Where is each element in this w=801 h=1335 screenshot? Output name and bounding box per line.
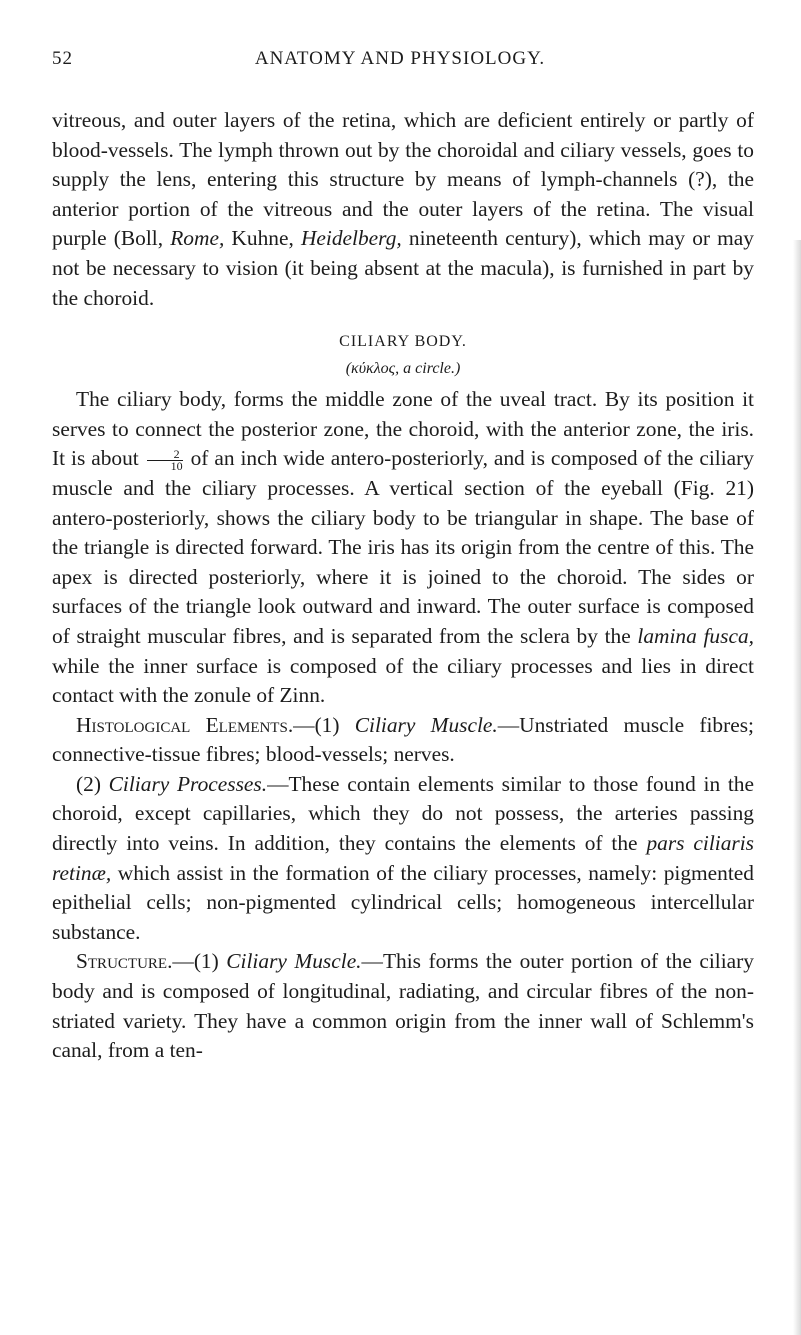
page-number: 52 xyxy=(52,48,73,69)
page-edge-shadow xyxy=(793,240,801,1335)
paragraph-retina-continuation: vitreous, and outer layers of the retina, which are deficient entirely or partly of blood-vessels. The lymph thrown out by the choroidal and ciliary vessels, goes to supply the lens, entering this structure by means of lymph-channels (?), the anterior portion of the vitreous and the outer layers of the retina. The visual purple (Boll, Rome, Kuhne, Heidelberg, nineteenth century), which may or may not be necessary to vision (it being absent at the macula), is furnished in part by the choroid. xyxy=(52,108,754,310)
running-title: ANATOMY AND PHYSIOLOGY. xyxy=(254,48,546,69)
paragraph-histological-elements: Histological Elements.—(1) Ciliary Muscle.—Unstriated muscle fibres; connective-tissue fibres; blood-vessels; nerves. xyxy=(52,712,754,767)
fraction: $\frac{2}{10}$ xyxy=(147,449,183,472)
paragraph-structure: Structure.—(1) Ciliary Muscle.—This forms the outer portion of the ciliary body and is composed of longitudinal, radiating, and circular fibres of the non-striated variety. They have a common origin from the inner wall of Schlemm's canal, from a ten- xyxy=(52,949,754,1063)
section-heading: CILIARY BODY. xyxy=(339,333,467,351)
section-etymology: (κύκλος, a circle.) xyxy=(345,360,461,378)
paragraph-ciliary-body: The ciliary body, forms the middle zone of the uveal tract. By its position it serves to connect the posterior zone, the choroid, with the anterior zone, the iris. It is about $\frac{2}{10}$ of an inch wide antero-posteriorly, and is composed of the ciliary muscle and the ciliary processes. A vertical section of the eyeball (Fig. 21) antero-posteriorly, shows the ciliary body to be triangular in shape. The base of the triangle is directed forward. The iris has its origin from the centre of this. The apex is directed posteriorly, where it is joined to the choroid. The sides or surfaces of the triangle look outward and inward. The outer surface is composed of straight muscular fibres, and is separated from the sclera by the lamina fusca, while the inner surface is composed of the ciliary processes and lies in direct contact with the zonule of Zinn. xyxy=(52,387,754,708)
paragraph-ciliary-processes: (2) Ciliary Processes.—These contain elements similar to those found in the choroid, except capillaries, which they do not possess, the arteries passing directly into veins. In addition, they contains the elements of the pars ciliaris retinæ, which assist in the formation of the ciliary processes, namely: pigmented epithelial cells; non-pigmented cylindrical cells; homogeneous intercellular substance. xyxy=(52,771,754,944)
page-body xyxy=(52,106,754,1066)
page-header xyxy=(50,48,750,78)
